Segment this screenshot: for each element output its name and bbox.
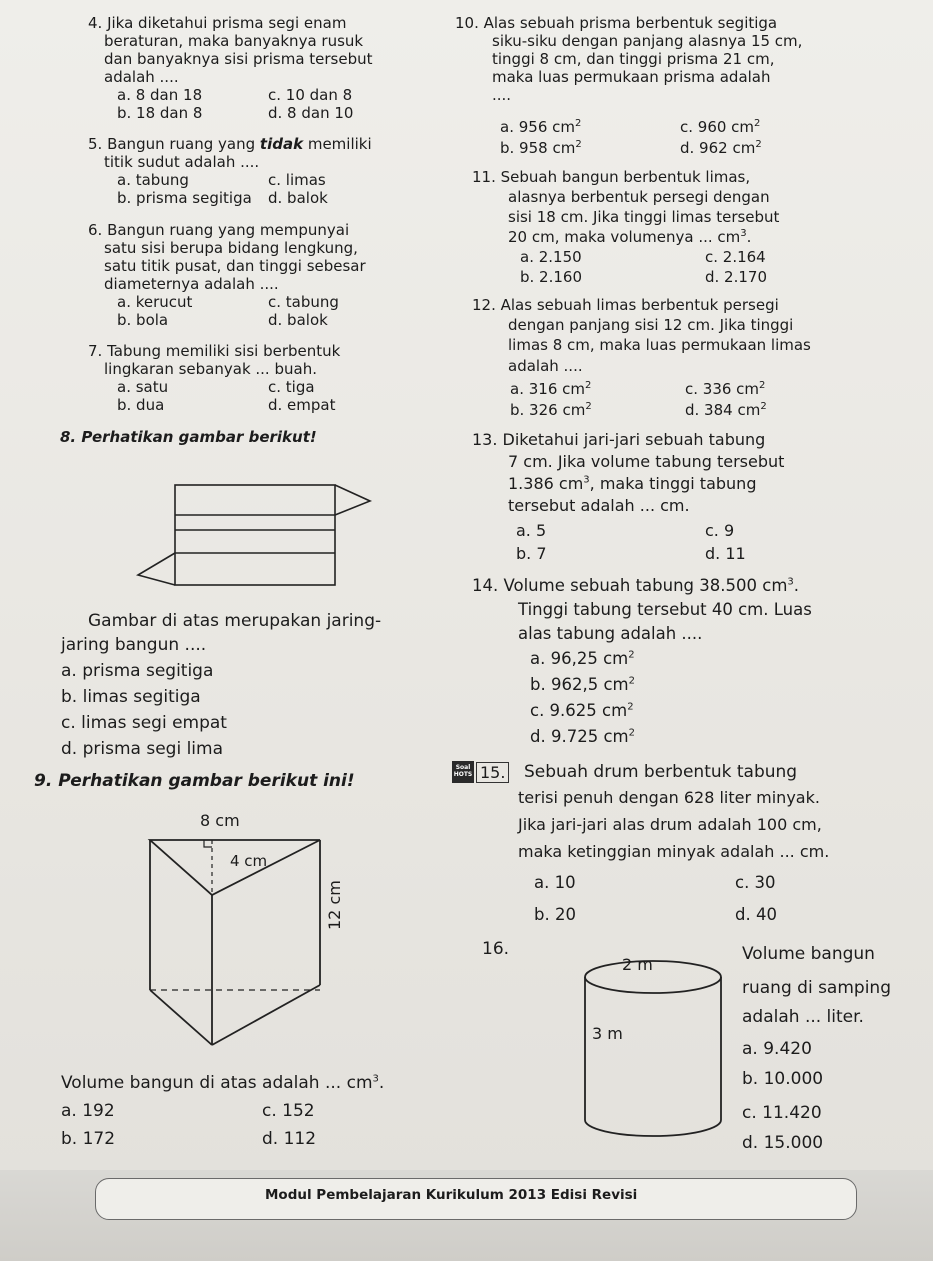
q12-option-a[interactable]: a. 316 $cm^2$ (510, 380, 592, 398)
net-rectangles (175, 485, 335, 585)
q6-line2: satu sisi berupa bidang lengkung, (104, 239, 358, 257)
net-triangle-left (138, 553, 175, 585)
q14-d-text: d. 9.725 cm (530, 727, 629, 746)
q6-option-d[interactable]: d. balok (268, 311, 328, 329)
net-triangle-right (335, 485, 370, 515)
q6-line3: satu titik pusat, dan tinggi sebesar (104, 257, 366, 275)
q16-option-b[interactable]: b. 10.000 (742, 1069, 824, 1089)
q15-number: 15. (476, 762, 509, 783)
q4-line4: adalah .... (104, 68, 179, 86)
q12-d-text: d. 384 cm (685, 401, 761, 419)
q14-line1: 14. Volume sebuah tabung 38.500 $cm^3$. (472, 576, 800, 595)
q8-net-figure (130, 475, 380, 595)
q13-line1: 13. Diketahui jari-jari sebuah tabung (472, 430, 766, 449)
q10-line3: tinggi 8 cm, dan tinggi prisma 21 cm, (492, 50, 775, 68)
q10-d-text: d. 962 cm (680, 139, 756, 157)
q11-line4-text: 20 cm, maka volumenya ... cm (508, 228, 741, 246)
q5-post: memiliki (303, 135, 372, 153)
q5-option-d[interactable]: d. balok (268, 189, 328, 207)
q9-question: Volume bangun di atas adalah ... $cm^3$. (61, 1073, 385, 1093)
q13-option-d[interactable]: d. 11 (705, 544, 746, 563)
q6-line4: diameternya adalah .... (104, 275, 279, 293)
q12-a-text: a. 316 cm (510, 380, 585, 398)
q15-line3: Jika jari-jari alas drum adalah 100 cm, (518, 815, 822, 834)
q15-option-d[interactable]: d. 40 (735, 905, 777, 924)
q14-c-text: c. 9.625 cm (530, 701, 628, 720)
q10-line5: .... (492, 86, 512, 104)
q9-label-8cm: 8 cm (200, 811, 240, 830)
q12-line2: dengan panjang sisi 12 cm. Jika tinggi (508, 316, 794, 334)
q15-option-c[interactable]: c. 30 (735, 873, 776, 892)
q11-option-d[interactable]: d. 2.170 (705, 268, 767, 286)
q15-line1: Sebuah drum berbentuk tabung (524, 762, 798, 782)
q8-option-b[interactable]: b. limas segitiga (61, 687, 201, 707)
q6-option-c[interactable]: c. tabung (268, 293, 339, 311)
q16-line3: adalah ... liter. (742, 1007, 864, 1027)
q12-c-text: c. 336 cm (685, 380, 760, 398)
q12-line4: adalah .... (508, 357, 583, 375)
q14-option-d[interactable]: d. 9.725 $cm^2$ (530, 727, 635, 746)
q10-b-text: b. 958 cm (500, 139, 576, 157)
q13-option-a[interactable]: a. 5 (516, 521, 547, 540)
q7-option-c[interactable]: c. tiga (268, 378, 315, 396)
q16-option-a[interactable]: a. 9.420 (742, 1039, 812, 1059)
q12-option-d[interactable]: d. 384 $cm^2$ (685, 401, 767, 419)
q8-title: 8. Perhatikan gambar berikut! (60, 428, 317, 446)
q15-option-a[interactable]: a. 10 (534, 873, 576, 892)
q9-unit-exp: 3 (372, 1073, 379, 1085)
q10-line1: 10. Alas sebuah prisma berbentuk segitiga (455, 14, 778, 32)
q4-line1: 4. Jika diketahui prisma segi enam (88, 14, 347, 32)
q10-line4: maka luas permukaan prisma adalah (492, 68, 771, 86)
q13-option-c[interactable]: c. 9 (705, 521, 735, 540)
q14-option-b[interactable]: b. 962,5 $cm^2$ (530, 675, 635, 694)
q10-option-d[interactable]: d. 962 $cm^2$ (680, 139, 762, 157)
q12-b-text: b. 326 cm (510, 401, 586, 419)
q5-option-c[interactable]: c. limas (268, 171, 326, 189)
q16-cylinder-figure (578, 955, 728, 1155)
q7-line1: 7. Tabung memiliki sisi berbentuk (88, 342, 341, 360)
q9-option-b[interactable]: b. 172 (61, 1129, 116, 1149)
q14-option-c[interactable]: c. 9.625 $cm^2$ (530, 701, 634, 720)
q14-line2: Tinggi tabung tersebut 40 cm. Luas (518, 600, 812, 619)
q8-option-d[interactable]: d. prisma segi lima (61, 739, 223, 759)
hots-badge: Soal HOTS (452, 761, 474, 783)
q16-number: 16. (482, 939, 510, 959)
q5-emphasis: tidak (259, 135, 304, 153)
q16-label-3m: 3 m (592, 1024, 623, 1043)
q11-line1: 11. Sebuah bangun berbentuk limas, (472, 168, 751, 186)
q9-option-c[interactable]: c. 152 (262, 1101, 315, 1121)
q11-line3: sisi 18 cm. Jika tinggi limas tersebut (508, 208, 780, 226)
q16-option-c[interactable]: c. 11.420 (742, 1103, 822, 1123)
q7-option-b[interactable]: b. dua (117, 396, 165, 414)
q12-line1: 12. Alas sebuah limas berbentuk persegi (472, 296, 779, 314)
footer-title: Modul Pembelajaran Kurikulum 2013 Edisi Revisi (265, 1187, 638, 1203)
q10-line2: siku-siku dengan panjang alasnya 15 cm, (492, 32, 803, 50)
q4-option-c[interactable]: c. 10 dan 8 (268, 86, 353, 104)
q6-option-b[interactable]: b. bola (117, 311, 169, 329)
q6-option-a[interactable]: a. kerucut (117, 293, 193, 311)
q12-option-c[interactable]: c. 336 $cm^2$ (685, 380, 766, 398)
q9-question-text: Volume bangun di atas adalah ... cm (61, 1073, 373, 1093)
q11-option-b[interactable]: b. 2.160 (520, 268, 582, 286)
q9-option-a[interactable]: a. 192 (61, 1101, 115, 1121)
q11-option-a[interactable]: a. 2.150 (520, 248, 582, 266)
q11-line4: 20 cm, maka volumenya ... $cm^3$. (508, 228, 752, 246)
q13-line2: 7 cm. Jika volume tabung tersebut (508, 452, 785, 471)
q7-line2: lingkaran sebanyak ... buah. (104, 360, 317, 378)
q14-line1-text: 14. Volume sebuah tabung 38.500 cm (472, 576, 788, 595)
q10-option-b[interactable]: b. 958 $cm^2$ (500, 139, 582, 157)
q12-line3: limas 8 cm, maka luas permukaan limas (508, 336, 811, 354)
q13-option-b[interactable]: b. 7 (516, 544, 547, 563)
q5-pre: 5. Bangun ruang yang (88, 135, 260, 153)
q5-line2: titik sudut adalah .... (104, 153, 260, 171)
q15-option-b[interactable]: b. 20 (534, 905, 576, 924)
q9-label-12cm: 12 cm (325, 880, 344, 930)
q5-line1 (88, 135, 372, 153)
q11-option-c[interactable]: c. 2.164 (705, 248, 766, 266)
q4-option-d[interactable]: d. 8 dan 10 (268, 104, 354, 122)
q13-line3-rest: , maka tinggi tabung (589, 474, 757, 493)
q8-option-c[interactable]: c. limas segi empat (61, 713, 227, 733)
q5-option-b[interactable]: b. prisma segitiga (117, 189, 252, 207)
q16-label-2m: 2 m (622, 955, 653, 974)
q8-option-a[interactable]: a. prisma segitiga (61, 661, 214, 681)
q4-option-b[interactable]: b. 18 dan 8 (117, 104, 203, 122)
q4-line3: dan banyaknya sisi prisma tersebut (104, 50, 373, 68)
q14-line3: alas tabung adalah .... (518, 624, 703, 643)
q4-option-a[interactable]: a. 8 dan 18 (117, 86, 203, 104)
q9-option-d[interactable]: d. 112 (262, 1129, 317, 1149)
q14-option-a[interactable]: a. 96,25 $cm^2$ (530, 649, 635, 668)
q7-option-d[interactable]: d. empat (268, 396, 336, 414)
q10-c-text: c. 960 cm (680, 118, 755, 136)
q10-option-a[interactable]: a. 956 $cm^2$ (500, 118, 582, 136)
q9-label-4cm: 4 cm (230, 852, 268, 870)
q9-prism-figure (140, 805, 340, 1045)
q5-option-a[interactable]: a. tabung (117, 171, 189, 189)
q11-line2: alasnya berbentuk persegi dengan (508, 188, 770, 206)
q6-line1: 6. Bangun ruang yang mempunyai (88, 221, 350, 239)
q8-line2: jaring bangun .... (61, 635, 207, 655)
q14-b-text: b. 962,5 cm (530, 675, 629, 694)
q14-a-text: a. 96,25 cm (530, 649, 629, 668)
q15-line2: terisi penuh dengan 628 liter minyak. (518, 788, 820, 807)
q10-a-text: a. 956 cm (500, 118, 575, 136)
q16-line2: ruang di samping (742, 978, 891, 998)
q9-title: 9. Perhatikan gambar berikut ini! (34, 771, 355, 791)
q13-line3: 1.386 $cm^3$, maka tinggi tabung (508, 474, 757, 493)
q15-line4: maka ketinggian minyak adalah ... cm. (518, 842, 830, 861)
q16-line1: Volume bangun (742, 944, 875, 964)
q12-option-b[interactable]: b. 326 $cm^2$ (510, 401, 592, 419)
q4-line2: beraturan, maka banyaknya rusuk (104, 32, 364, 50)
q8-line1: Gambar di atas merupakan jaring- (88, 611, 382, 631)
q16-option-d[interactable]: d. 15.000 (742, 1133, 824, 1153)
q13-line4: tersebut adalah ... cm. (508, 496, 690, 515)
q7-option-a[interactable]: a. satu (117, 378, 169, 396)
q10-option-c[interactable]: c. 960 $cm^2$ (680, 118, 761, 136)
q13-volume: 1.386 cm (508, 474, 584, 493)
